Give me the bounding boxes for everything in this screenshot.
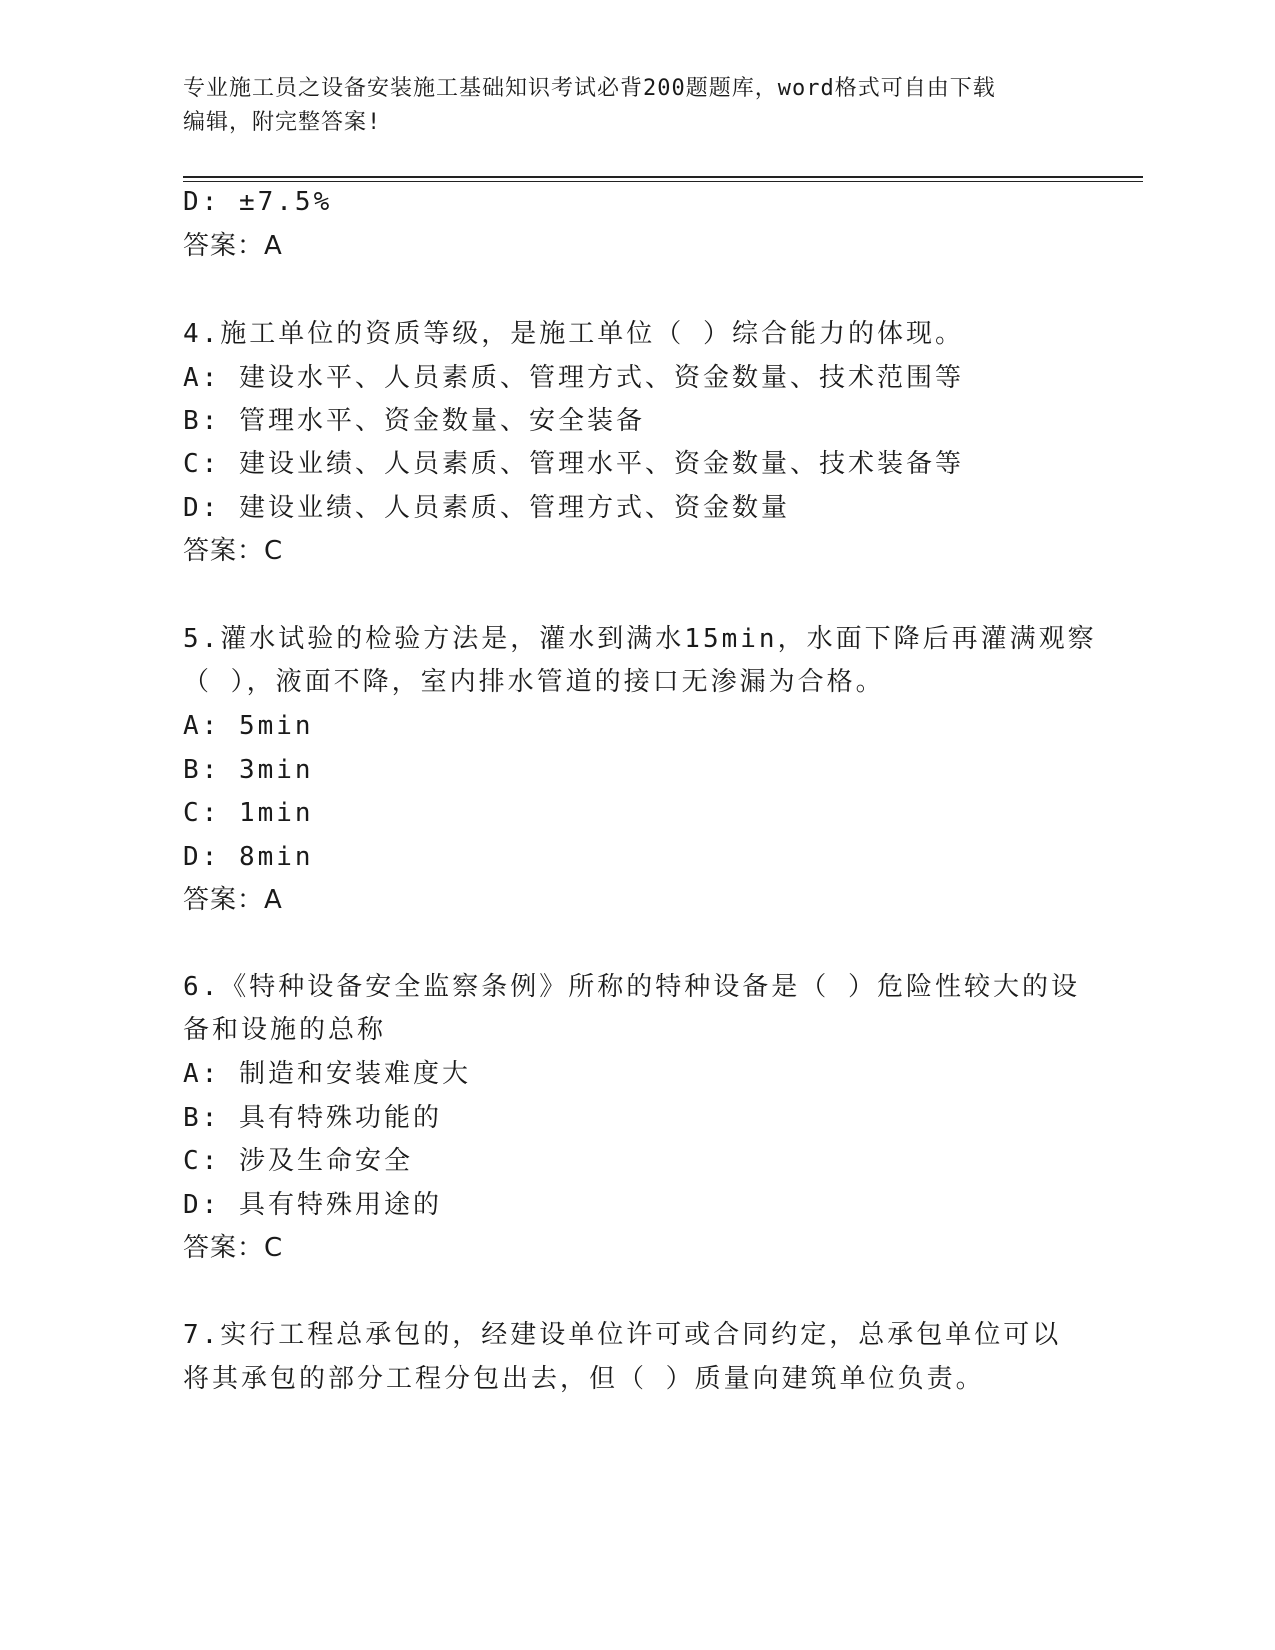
q5-question-line-1: 5.灌水试验的检验方法是，灌水到满水15min，水面下降后再灌满观察 [183,624,1097,654]
q5-option-a: A: 5min [183,711,314,741]
q7-question-line-1: 7.实行工程总承包的，经建设单位许可或合同约定，总承包单位可以 [183,1320,1062,1350]
q4-option-a: A: 建设水平、人员素质、管理方式、资金数量、技术范围等 [183,363,964,393]
q3-answer: 答案：A [183,231,283,261]
q7-question-line-2: 将其承包的部分工程分包出去，但（ ）质量向建筑单位负责。 [183,1364,985,1394]
header-line-1: 专业施工员之设备安装施工基础知识考试必背200题题库，word格式可自由下载 [183,76,996,101]
q5-question-line-2: （ ），液面不降，室内排水管道的接口无渗漏为合格。 [183,667,885,697]
q6-option-c: C: 涉及生命安全 [183,1146,413,1176]
header-divider-thin [183,181,1143,182]
q6-option-d: D: 具有特殊用途的 [183,1190,442,1220]
q5-answer: 答案：A [183,885,283,915]
q5-option-c: C: 1min [183,798,314,828]
header-line-2: 编辑，附完整答案! [183,110,382,135]
q5-option-d: D: 8min [183,842,314,872]
q6-answer: 答案：C [183,1233,284,1263]
header-divider-thick [183,176,1143,178]
q4-answer: 答案：C [183,536,284,566]
q4-option-d: D: 建设业绩、人员素质、管理方式、资金数量 [183,493,790,523]
q6-option-a: A: 制造和安装难度大 [183,1059,471,1089]
q3-option-d: D: ±7.5% [183,187,333,217]
q5-option-b: B: 3min [183,755,314,785]
q6-option-b: B: 具有特殊功能的 [183,1103,442,1133]
q6-question-line-1: 6.《特种设备安全监察条例》所称的特种设备是（ ）危险性较大的设 [183,972,1080,1002]
q4-option-b: B: 管理水平、资金数量、安全装备 [183,406,645,436]
q4-question: 4.施工单位的资质等级，是施工单位（ ）综合能力的体现。 [183,319,964,349]
q4-option-c: C: 建设业绩、人员素质、管理水平、资金数量、技术装备等 [183,449,964,479]
document-header [183,72,1083,140]
q6-question-line-2: 备和设施的总称 [183,1015,387,1045]
